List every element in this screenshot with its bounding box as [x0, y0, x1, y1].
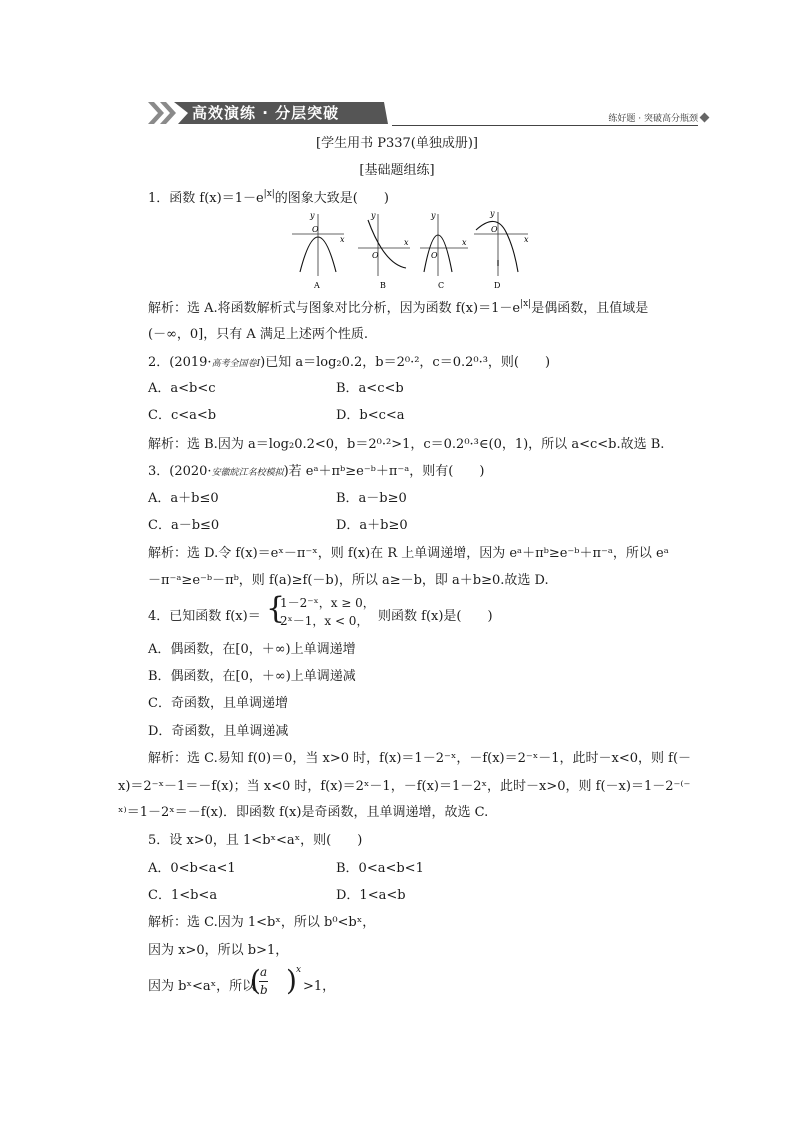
q2-option-a: A．a<b<c: [148, 381, 216, 396]
section-title: [基础题组练]: [359, 163, 435, 178]
q4-option-a: A．偶函数，在[0，＋∞)上单调递增: [148, 642, 356, 657]
q4-case2: 2ˣ－1，x < 0，: [280, 614, 369, 628]
graph-d: [474, 209, 529, 290]
header-slogan: 练好题 · 突破高分瓶颈: [608, 114, 698, 124]
graph-c-y-label: y: [431, 211, 436, 220]
q1-solution-line1: 解析：选 A.将函数解析式与图象对比分析，因为函数 $f(x)=1-e^{|x|}$是偶函数，且值域是: [148, 299, 649, 316]
q5-solution-line1: 解析：选 C.因为 1<bˣ，所以 b⁰<bˣ，: [148, 915, 376, 930]
graph-c-origin: O: [431, 251, 438, 260]
graph-a: [292, 211, 345, 290]
graph-label-a: A: [314, 281, 320, 290]
graph-b-origin: O: [372, 251, 379, 260]
graph-d-y-label: y: [490, 209, 495, 218]
q3-solution-line1: 解析：选 D.令 f(x)＝eˣ－π⁻ˣ，则 f(x)在 R 上单调递增，因为 eᵃ＋πᵇ≥e⁻ᵇ＋π⁻ᵃ，所以 eᵃ: [148, 546, 669, 561]
graph-a-y-label: y: [310, 211, 315, 220]
q3-option-d: D．a＋b≥0: [336, 518, 408, 533]
banner-title: 高效演练 · 分层突破: [192, 104, 340, 122]
graph-a-x-label: x: [340, 235, 345, 244]
q1-solution-line2: (－∞，0]，只有 A 满足上述两个性质.: [148, 327, 369, 342]
graph-label-b: B: [380, 281, 386, 290]
q3-option-a: A．a＋b≤0: [148, 491, 219, 506]
exponent: x: [296, 965, 302, 975]
q4-case1: 1－2⁻ˣ，x ≥ 0，: [280, 596, 375, 610]
q1-graphs: [288, 208, 538, 290]
graph-c-x-label: x: [462, 238, 467, 247]
q5-solution-line2: 因为 x>0，所以 b>1，: [148, 943, 289, 958]
q4-stem-start: 4．已知函数 f(x)＝: [148, 609, 261, 624]
q2-stem: 2．(2019·高考全国卷Ⅰ)已知 a＝log₂0.2，b＝2⁰·²，c＝0.2⁰·³，则( ): [148, 355, 551, 370]
q4-solution-line3: ˣ⁾＝1－2ˣ＝－f(x)．即函数 f(x)是奇函数，且单调递增，故选 C.: [118, 805, 489, 820]
q5-solution-line3-end: >1，: [303, 979, 336, 994]
q5-option-a: A．0<b<a<1: [148, 861, 236, 876]
q5-solution-line3-start: 因为 bˣ<aˣ，所以: [148, 979, 256, 994]
fraction-numerator: a: [260, 965, 268, 979]
fraction-denominator: b: [260, 983, 268, 997]
q1-stem: 1．函数 $f(x)=1-e^{|x|}$的图象大致是( ): [148, 189, 389, 206]
graph-label-c: C: [438, 281, 445, 290]
q2-option-b: B．a<c<b: [336, 381, 404, 396]
q3-option-b: B．a－b≥0: [336, 491, 407, 506]
diamond-icon: [700, 113, 710, 123]
header-divider: [392, 125, 698, 126]
graph-label-d: D: [494, 281, 501, 290]
graph-b: [358, 211, 410, 290]
graph-a-origin: O: [312, 225, 319, 234]
q4-solution-line1: 解析：选 C.易知 f(0)＝0，当 x>0 时，f(x)＝1－2⁻ˣ，－f(x)＝2⁻ˣ－1，此时－x<0，则 f(－: [148, 751, 692, 766]
q2-solution: 解析：选 B.因为 a＝log₂0.2<0，b＝2⁰·²>1，c＝0.2⁰·³∈(0，1)，所以 a<c<b.故选 B.: [148, 437, 665, 452]
q3-solution-line2: －π⁻ᵃ≥e⁻ᵇ－πᵇ，则 f(a)≥f(－b)，所以 a≥－b，即 a＋b≥0.故选 D.: [148, 573, 549, 588]
q4-option-d: D．奇函数，且单调递减: [148, 724, 289, 739]
q5-option-c: C．1<b<a: [148, 888, 218, 903]
graph-d-origin: O: [491, 225, 498, 234]
q5-option-b: B．0<a<b<1: [336, 861, 424, 876]
q2-option-d: D．b<c<a: [336, 408, 405, 423]
right-paren: ): [286, 964, 297, 997]
q3-stem: 3．(2020·安徽皖江名校模拟)若 eᵃ＋πᵇ≥e⁻ᵇ＋π⁻ᵃ，则有( ): [148, 464, 485, 479]
left-paren: (: [250, 964, 261, 997]
book-reference: [学生用书 P337(单独成册)]: [316, 136, 478, 151]
q4-option-c: C．奇函数，且单调递增: [148, 696, 288, 711]
q4-solution-line2: x)＝2⁻ˣ－1＝－f(x)；当 x<0 时，f(x)＝2ˣ－1，－f(x)＝1－2ˣ，此时－x>0，则 f(－x)＝1－2⁻⁽⁻: [118, 779, 691, 794]
q2-option-c: C．c<a<b: [148, 408, 217, 423]
q3-option-c: C．a－b≤0: [148, 518, 220, 533]
graph-b-y-label: y: [371, 211, 376, 220]
q4-option-b: B．偶函数，在[0，＋∞)上单调递减: [148, 669, 356, 684]
fraction-bar: [259, 981, 268, 982]
piecewise-brace: {: [266, 591, 286, 626]
graph-d-x-label: x: [524, 235, 529, 244]
graph-c: [420, 211, 468, 290]
q5-stem: 5．设 x>0，且 1<bˣ<aˣ，则( ): [148, 833, 363, 848]
q4-stem-end: 则函数 f(x)是( ): [378, 609, 493, 624]
q5-option-d: D．1<a<b: [336, 888, 406, 903]
graph-b-x-label: x: [404, 238, 409, 247]
